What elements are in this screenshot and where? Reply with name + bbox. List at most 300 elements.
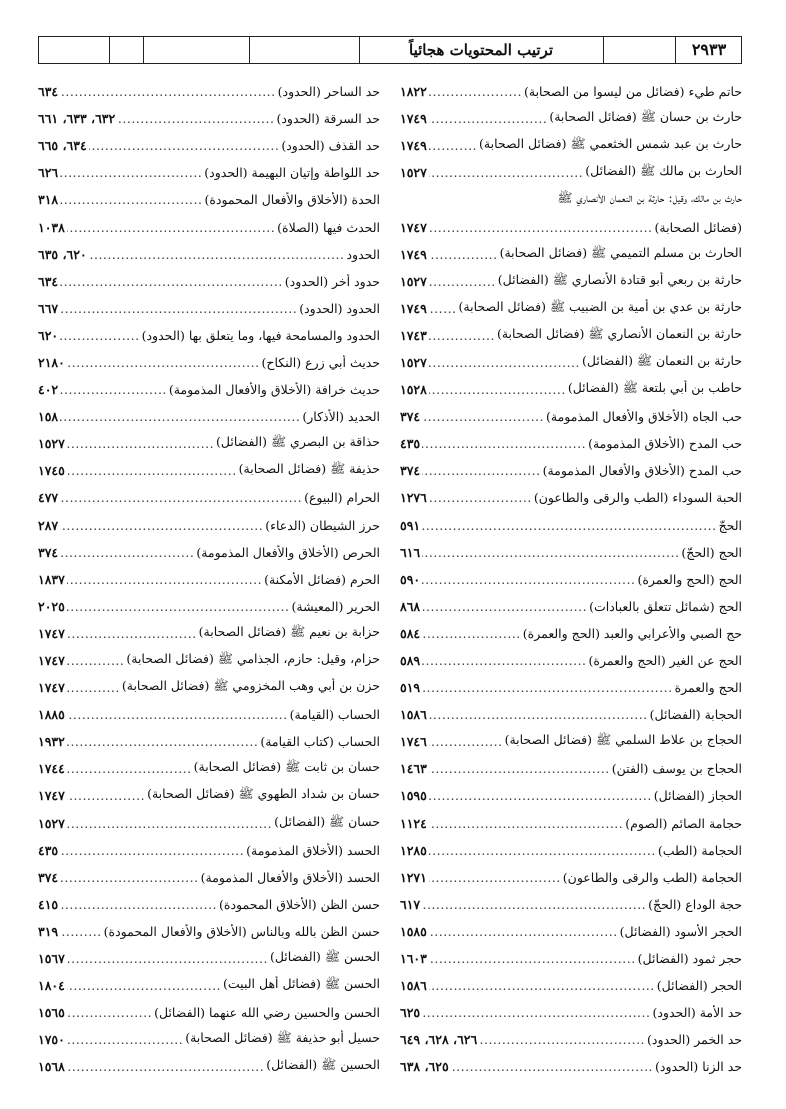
index-page-ref: ١٧٤٧ bbox=[38, 680, 65, 696]
index-column-left bbox=[38, 78, 380, 1080]
index-term: الحسن ﷺ (الفضائل) bbox=[269, 949, 380, 965]
index-page-ref: ٦٣٢، ٦٣٣، ٦٦١ bbox=[38, 111, 116, 127]
dot-leader bbox=[67, 653, 125, 668]
index-term: الحج (شمائل تتعلق بالعبادات) bbox=[589, 598, 742, 614]
index-page-ref: ٦٢٥، ٦٣٨ bbox=[400, 1059, 449, 1075]
index-entry bbox=[400, 566, 742, 593]
index-page-ref: ١٧٤٧ bbox=[400, 219, 427, 235]
index-term: حسيل أبو حذيفة ﷺ (فضائل الصحابة) bbox=[185, 1030, 380, 1046]
index-term: حسان ﷺ (الفضائل) bbox=[274, 813, 380, 829]
index-term: الحج (الحجّ) bbox=[681, 544, 742, 560]
index-term: حدود أخر (الحدود) bbox=[284, 273, 380, 289]
index-entry bbox=[38, 593, 380, 620]
index-entry bbox=[400, 891, 742, 918]
index-entry bbox=[400, 213, 742, 240]
dot-leader bbox=[67, 1059, 264, 1074]
index-entry bbox=[38, 918, 380, 945]
index-entry bbox=[38, 701, 380, 728]
index-page-ref: ١٨٢٢ bbox=[400, 84, 427, 100]
index-term: حاتم طيء (فضائل من ليسوا من الصحابة) bbox=[523, 84, 742, 100]
index-page-ref: ١١٢٤ bbox=[400, 815, 427, 831]
index-term: الحدود bbox=[346, 246, 380, 262]
index-term: حذاقة بن البصري ﷺ (الفضائل) bbox=[216, 434, 380, 450]
index-entry bbox=[38, 186, 380, 213]
index-entry bbox=[38, 268, 380, 295]
index-entry bbox=[38, 1053, 380, 1080]
dot-leader bbox=[422, 599, 587, 614]
index-entry bbox=[400, 647, 742, 674]
index-page-ref: ٣٧٤ bbox=[38, 544, 59, 560]
index-term: حارث بن عبد شمس الخثعمي ﷺ (فضائل الصحابة) bbox=[479, 136, 742, 152]
header-divider bbox=[603, 37, 604, 63]
index-page-ref: ١٩٣٢ bbox=[38, 734, 65, 750]
index-page-ref: ١٧٤٥ bbox=[38, 463, 65, 479]
index-page-ref: ١٥٨٦ bbox=[400, 707, 427, 723]
index-term: الحجاج بن علاط السلمي ﷺ (فضائل الصحابة) bbox=[504, 732, 742, 748]
dot-leader bbox=[429, 788, 652, 803]
index-term: حسن الظن (الأخلاق المحمودة) bbox=[219, 896, 380, 912]
index-entry bbox=[38, 728, 380, 755]
index-term: حارثة بن عدي بن أمية بن الضبيب ﷺ (فضائل الصحابة) bbox=[458, 298, 742, 314]
index-entry bbox=[38, 1026, 380, 1053]
index-entry bbox=[400, 782, 742, 809]
dot-leader bbox=[60, 897, 217, 912]
index-term: حجامة الصائم (الصوم) bbox=[625, 815, 742, 831]
index-term: حارث بن مالك، وقيل: حارثة بن النعمان الأنصاري ﷺ bbox=[557, 190, 742, 206]
dot-leader bbox=[429, 138, 477, 153]
index-entry bbox=[400, 1026, 742, 1053]
dot-leader bbox=[60, 870, 198, 885]
dot-leader bbox=[429, 355, 580, 370]
index-page-ref: ٨٦٨ bbox=[400, 598, 421, 614]
index-entry bbox=[400, 132, 742, 159]
index-page-ref: ٥١٩ bbox=[400, 680, 421, 696]
dot-leader bbox=[67, 1032, 183, 1047]
index-term: حديث خرافة (الأخلاق والأفعال المذمومة) bbox=[168, 382, 380, 398]
index-term: الحسين ﷺ (الفضائل) bbox=[266, 1057, 380, 1073]
index-term: حزابة بن نعيم ﷺ (فضائل الصحابة) bbox=[198, 623, 380, 639]
index-term: حجة الوداع (الحجّ) bbox=[648, 896, 742, 912]
index-page-ref: ١٨٣٧ bbox=[38, 571, 65, 587]
index-term: الحجامة (الطب والرقى والطاعون) bbox=[562, 869, 742, 885]
index-entry bbox=[38, 403, 380, 430]
index-term: حسان بن ثابت ﷺ (فضائل الصحابة) bbox=[193, 759, 380, 775]
index-term: الحسد (الأخلاق والأفعال المذمومة) bbox=[200, 869, 380, 885]
index-entry bbox=[400, 186, 742, 213]
index-entry bbox=[38, 132, 380, 159]
index-term: الحسد (الأخلاق المذمومة) bbox=[246, 842, 380, 858]
dot-leader bbox=[60, 274, 283, 289]
dot-leader bbox=[67, 1005, 152, 1020]
index-term: حزن بن أبي وهب المخزومي ﷺ (فضائل الصحابة) bbox=[121, 678, 380, 694]
index-term: الحرير (المعيشة) bbox=[291, 598, 380, 614]
index-term: حاطب بن أبي بلتعة ﷺ (الفضائل) bbox=[567, 380, 742, 396]
index-page-ref: ١٧٤٧ bbox=[38, 653, 65, 669]
index-entry bbox=[38, 647, 380, 674]
index-page-ref: ١٨٠٤ bbox=[38, 978, 65, 994]
index-term: الحساب (القيامة) bbox=[289, 707, 380, 723]
index-page-ref: ٦١٧ bbox=[400, 896, 421, 912]
index-term: حذيفة ﷺ (فضائل الصحابة) bbox=[238, 461, 380, 477]
header-divider bbox=[109, 37, 110, 63]
index-entry bbox=[400, 322, 742, 349]
dot-leader bbox=[67, 220, 275, 235]
index-term: الحارث بن مالك ﷺ (الفضائل) bbox=[585, 163, 742, 179]
index-term: حد اللواطة وإتيان البهيمة (الحدود) bbox=[204, 165, 380, 181]
index-entry bbox=[400, 701, 742, 728]
index-term: الحجابة (الفضائل) bbox=[649, 707, 742, 723]
index-entry bbox=[400, 728, 742, 755]
index-page-ref: ١٤٦٣ bbox=[400, 761, 427, 777]
index-entry bbox=[38, 891, 380, 918]
index-entry bbox=[400, 620, 742, 647]
index-page-ref: ١٥٩٥ bbox=[400, 788, 427, 804]
dot-leader bbox=[429, 978, 655, 993]
index-page-ref: ١٧٤٧ bbox=[38, 788, 65, 804]
index-term: الحرص (الأخلاق والأفعال المذمومة) bbox=[196, 544, 380, 560]
dot-leader bbox=[67, 680, 120, 695]
index-page-ref: ٤٧٧ bbox=[38, 490, 59, 506]
page-header bbox=[38, 36, 742, 64]
index-term: حد الزنا (الحدود) bbox=[655, 1059, 742, 1075]
index-entry bbox=[400, 837, 742, 864]
dot-leader bbox=[429, 328, 495, 343]
dot-leader bbox=[429, 165, 583, 180]
index-term: حارثة بن النعمان الأنصاري ﷺ (فضائل الصحابة) bbox=[496, 325, 742, 341]
index-term: الحدث فيها (الصلاة) bbox=[277, 219, 380, 235]
dot-leader bbox=[60, 328, 139, 343]
index-entry bbox=[38, 945, 380, 972]
dot-leader bbox=[67, 761, 192, 776]
dot-leader bbox=[117, 111, 274, 126]
index-page-ref: ٣١٩ bbox=[38, 923, 59, 939]
index-page-ref: ٢١٨٠ bbox=[38, 354, 65, 370]
index-page-ref: ٢٠٢٥ bbox=[38, 598, 65, 614]
index-term: حرز الشيطان (الدعاء) bbox=[265, 517, 380, 533]
index-entry bbox=[400, 755, 742, 782]
index-page-ref: ١٥٢٧ bbox=[38, 436, 65, 452]
index-entry bbox=[400, 484, 742, 511]
dot-leader bbox=[67, 816, 272, 831]
index-page-ref: ٢٨٧ bbox=[38, 517, 59, 533]
index-page-ref: ١٥٦٥ bbox=[38, 1005, 65, 1021]
index-term: حب المدح (الأخلاق والأفعال المذمومة) bbox=[542, 463, 742, 479]
index-page-ref: ١٢٨٥ bbox=[400, 842, 427, 858]
index-page-ref: ٦٢٠ bbox=[38, 327, 59, 343]
index-entry bbox=[400, 512, 742, 539]
index-term: حسان بن شداد الطهوي ﷺ (فضائل الصحابة) bbox=[147, 786, 380, 802]
index-page-ref: ١٧٤٤ bbox=[38, 761, 65, 777]
index-term: حديث أبي زرع (النكاح) bbox=[261, 354, 380, 370]
index-page-ref: ١٠٣٨ bbox=[38, 219, 65, 235]
index-page-ref: ٥٩١ bbox=[400, 517, 421, 533]
index-term: الحارث بن مسلم التميمي ﷺ (فضائل الصحابة) bbox=[499, 244, 742, 260]
dot-leader bbox=[422, 680, 672, 695]
index-page-ref: ٣١٨ bbox=[38, 192, 59, 208]
index-entry bbox=[38, 999, 380, 1026]
dot-leader bbox=[60, 382, 167, 397]
index-entry bbox=[38, 322, 380, 349]
index-entry bbox=[38, 512, 380, 539]
dot-leader bbox=[89, 247, 345, 262]
index-entry bbox=[400, 593, 742, 620]
index-entry bbox=[400, 945, 742, 972]
dot-leader bbox=[429, 301, 457, 316]
index-entry bbox=[38, 295, 380, 322]
index-term: حجر ثمود (الفضائل) bbox=[637, 951, 742, 967]
index-term: الحسن والحسين رضي الله عنهما (الفضائل) bbox=[154, 1005, 380, 1021]
index-page-ref: ١٧٥٠ bbox=[38, 1032, 65, 1048]
index-page-ref: ٤٣٥ bbox=[38, 842, 59, 858]
index-entry bbox=[38, 78, 380, 105]
index-term: حد القذف (الحدود) bbox=[281, 138, 380, 154]
index-term: الحج والعمرة bbox=[674, 680, 742, 696]
index-entry bbox=[38, 241, 380, 268]
index-term: الحجر الأسود (الفضائل) bbox=[619, 923, 742, 939]
dot-leader bbox=[67, 788, 145, 803]
dot-leader bbox=[429, 490, 532, 505]
index-term: الحرم (فضائل الأمكنة) bbox=[264, 571, 380, 587]
dot-leader bbox=[422, 626, 521, 641]
dot-leader bbox=[60, 545, 194, 560]
index-page-ref: ٤١٥ bbox=[38, 896, 59, 912]
index-page-ref: ١٧٤٣ bbox=[400, 327, 427, 343]
page-title: ترتيب المحتويات هجائياً bbox=[409, 41, 553, 59]
index-term: حد الخمر (الحدود) bbox=[647, 1032, 742, 1048]
index-term: الحجامة (الطب) bbox=[657, 842, 742, 858]
index-page-ref: ٦١٦ bbox=[400, 544, 421, 560]
index-entry bbox=[400, 159, 742, 186]
index-entry bbox=[400, 457, 742, 484]
index-term: حد السرقة (الحدود) bbox=[276, 111, 380, 127]
dot-leader bbox=[429, 761, 610, 776]
dot-leader bbox=[422, 463, 540, 478]
index-entry bbox=[38, 159, 380, 186]
index-page-ref: ١٢٧٦ bbox=[400, 490, 427, 506]
dot-leader bbox=[429, 870, 561, 885]
dot-leader bbox=[422, 409, 544, 424]
dot-leader bbox=[429, 247, 498, 262]
index-page-ref: ٥٩٠ bbox=[400, 571, 421, 587]
index-page-ref: ٦٢٠، ٦٣٥ bbox=[38, 246, 87, 262]
index-term: الحدود (الحدود) bbox=[299, 300, 380, 316]
dot-leader bbox=[60, 192, 202, 207]
dot-leader bbox=[422, 572, 635, 587]
index-entry bbox=[400, 376, 742, 403]
index-page-ref: ٤٠٢ bbox=[38, 382, 59, 398]
dot-leader bbox=[60, 843, 244, 858]
index-term: حارث بن حسان ﷺ (فضائل الصحابة) bbox=[549, 109, 742, 125]
index-entry bbox=[400, 1053, 742, 1080]
dot-leader bbox=[67, 626, 197, 641]
dot-leader bbox=[67, 355, 260, 370]
index-term: الحجاج بن يوسف (الفتن) bbox=[611, 761, 742, 777]
index-term: الحج (الحج والعمرة) bbox=[637, 571, 742, 587]
index-term: الحجاز (الفضائل) bbox=[653, 788, 742, 804]
dot-leader bbox=[60, 409, 300, 424]
dot-leader bbox=[422, 545, 679, 560]
index-page-ref: ١٧٤٦ bbox=[400, 734, 427, 750]
index-page-ref: ١٥٨٥ bbox=[400, 923, 427, 939]
index-page-ref: ١٥٨٦ bbox=[400, 978, 427, 994]
index-page-ref: ٣٧٤ bbox=[38, 869, 59, 885]
dot-leader bbox=[429, 220, 653, 235]
header-divider bbox=[249, 37, 250, 63]
index-entry bbox=[400, 864, 742, 891]
index-term: حد الساحر (الحدود) bbox=[277, 84, 380, 100]
index-term: الحدود والمسامحة فيها، وما يتعلق بها (الحدود) bbox=[141, 327, 380, 343]
index-entry bbox=[38, 349, 380, 376]
index-entry bbox=[400, 674, 742, 701]
index-entry bbox=[38, 782, 380, 809]
dot-leader bbox=[429, 111, 547, 126]
index-term: الحديد (الأذكار) bbox=[302, 409, 380, 425]
index-entry bbox=[38, 566, 380, 593]
index-entry bbox=[400, 268, 742, 295]
index-term: (فضائل الصحابة) bbox=[654, 219, 742, 235]
index-entry bbox=[400, 430, 742, 457]
index-page-ref: ٦٦٧ bbox=[38, 300, 59, 316]
index-page-ref: ٣٧٤ bbox=[400, 409, 421, 425]
dot-leader bbox=[67, 572, 262, 587]
index-page-ref: ١٧٤٩ bbox=[400, 111, 427, 127]
index-entry bbox=[400, 241, 742, 268]
page-number: ٢٩٣٣ bbox=[691, 40, 727, 59]
index-entry bbox=[400, 295, 742, 322]
dot-leader bbox=[67, 707, 288, 722]
index-page-ref: ١٧٤٩ bbox=[400, 138, 427, 154]
index-page-ref: ١٧٤٩ bbox=[400, 246, 427, 262]
dot-leader bbox=[67, 978, 221, 993]
index-entry bbox=[38, 539, 380, 566]
dot-leader bbox=[67, 734, 258, 749]
index-entry bbox=[38, 755, 380, 782]
index-entry bbox=[400, 810, 742, 837]
index-entry bbox=[38, 105, 380, 132]
index-page-ref: ١٧٤٩ bbox=[400, 300, 427, 316]
index-entry bbox=[38, 457, 380, 484]
index-entry bbox=[38, 376, 380, 403]
dot-leader bbox=[429, 924, 618, 939]
dot-leader bbox=[451, 1059, 653, 1074]
index-page-ref: ١٥٢٨ bbox=[400, 382, 427, 398]
index-page-ref: ٤٣٥ bbox=[400, 436, 421, 452]
index-term: الحج عن الغير (الحج والعمرة) bbox=[588, 653, 742, 669]
dot-leader bbox=[429, 274, 496, 289]
dot-leader bbox=[67, 436, 214, 451]
index-page-ref: ٥٨٩ bbox=[400, 653, 421, 669]
dot-leader bbox=[429, 84, 522, 99]
dot-leader bbox=[429, 951, 636, 966]
index-page-ref: ٦٢٦، ٦٢٨، ٦٤٩ bbox=[400, 1032, 478, 1048]
index-entry bbox=[400, 105, 742, 132]
index-entry bbox=[38, 430, 380, 457]
index-entry bbox=[400, 539, 742, 566]
index-term: الحدة (الأخلاق والأفعال المحمودة) bbox=[204, 192, 380, 208]
dot-leader bbox=[429, 734, 503, 749]
dot-leader bbox=[60, 84, 275, 99]
index-page-ref: ١٢٧١ bbox=[400, 869, 427, 885]
dot-leader bbox=[60, 165, 202, 180]
index-page-ref: ٦٣٤ bbox=[38, 273, 59, 289]
index-page-ref: ٦٢٦ bbox=[38, 165, 59, 181]
index-term: الحجّ bbox=[718, 517, 742, 533]
dot-leader bbox=[422, 653, 586, 668]
index-entry bbox=[38, 837, 380, 864]
index-term: حزام، وقيل: حازم، الجذامي ﷺ (فضائل الصحابة) bbox=[126, 651, 380, 667]
dot-leader bbox=[67, 599, 290, 614]
index-entry bbox=[400, 349, 742, 376]
index-term: حسن الظن بالله وبالناس (الأخلاق والأفعال المحمودة) bbox=[103, 923, 380, 939]
index-term: الحساب (كتاب القيامة) bbox=[260, 734, 380, 750]
header-divider bbox=[143, 37, 144, 63]
index-page-ref: ١٥٦٧ bbox=[38, 951, 65, 967]
dot-leader bbox=[429, 816, 623, 831]
index-term: حب الجاه (الأخلاق والأفعال المذمومة) bbox=[546, 409, 742, 425]
index-column-right bbox=[400, 78, 742, 1080]
index-entry bbox=[400, 972, 742, 999]
index-entry bbox=[400, 999, 742, 1026]
index-term: حارثة بن النعمان ﷺ (الفضائل) bbox=[582, 352, 742, 368]
index-page-ref: ٦٣٤ bbox=[38, 84, 59, 100]
dot-leader bbox=[422, 1005, 650, 1020]
dot-leader bbox=[89, 138, 280, 153]
index-term: حد الأمة (الحدود) bbox=[652, 1005, 742, 1021]
index-term: حارثة بن ربعي أبو قتادة الأنصاري ﷺ (الفضائل) bbox=[497, 271, 742, 287]
index-page-ref: ٦٣٤، ٦٦٥ bbox=[38, 138, 87, 154]
index-page-ref: ١٧٤٧ bbox=[38, 625, 65, 641]
index-page-ref: ٥٨٤ bbox=[400, 625, 421, 641]
index-entry bbox=[38, 213, 380, 240]
dot-leader bbox=[422, 518, 716, 533]
dot-leader bbox=[60, 301, 297, 316]
index-page-ref: ١٥٢٧ bbox=[400, 165, 427, 181]
index-page-ref: ١٦٠٣ bbox=[400, 951, 427, 967]
index-entry bbox=[400, 918, 742, 945]
index-term: حب المدح (الأخلاق المذمومة) bbox=[588, 436, 742, 452]
index-page-ref: ٣٧٤ bbox=[400, 463, 421, 479]
index-term: الحبة السوداء (الطب والرقى والطاعون) bbox=[533, 490, 742, 506]
index-page-ref: ١٥٢٧ bbox=[400, 273, 427, 289]
index-page-ref: ١٥٢٧ bbox=[38, 815, 65, 831]
dot-leader bbox=[60, 924, 102, 939]
dot-leader bbox=[422, 436, 586, 451]
index-page-ref: ١٥٦٨ bbox=[38, 1059, 65, 1075]
index-entry bbox=[38, 484, 380, 511]
index-entry bbox=[38, 864, 380, 891]
index-entry bbox=[38, 810, 380, 837]
index-entry bbox=[38, 972, 380, 999]
index-page-ref: ١٥٢٧ bbox=[400, 354, 427, 370]
dot-leader bbox=[429, 707, 648, 722]
index-page-ref: ٦٢٥ bbox=[400, 1005, 421, 1021]
index-entry bbox=[400, 78, 742, 105]
dot-leader bbox=[67, 463, 237, 478]
dot-leader bbox=[67, 951, 268, 966]
index-entry bbox=[38, 674, 380, 701]
dot-leader bbox=[429, 843, 656, 858]
index-term: الحرام (البيوع) bbox=[304, 490, 380, 506]
index-page-ref: ١٥٨ bbox=[38, 409, 59, 425]
index-term: الحسن ﷺ (فضائل أهل البيت) bbox=[223, 976, 380, 992]
dot-leader bbox=[422, 897, 646, 912]
dot-leader bbox=[60, 490, 302, 505]
index-term: حج الصبي والأعرابي والعبد (الحج والعمرة) bbox=[522, 625, 742, 641]
index-page-ref: ١٨٨٥ bbox=[38, 707, 65, 723]
index-entry bbox=[400, 403, 742, 430]
index-entry bbox=[38, 620, 380, 647]
dot-leader bbox=[60, 518, 263, 533]
